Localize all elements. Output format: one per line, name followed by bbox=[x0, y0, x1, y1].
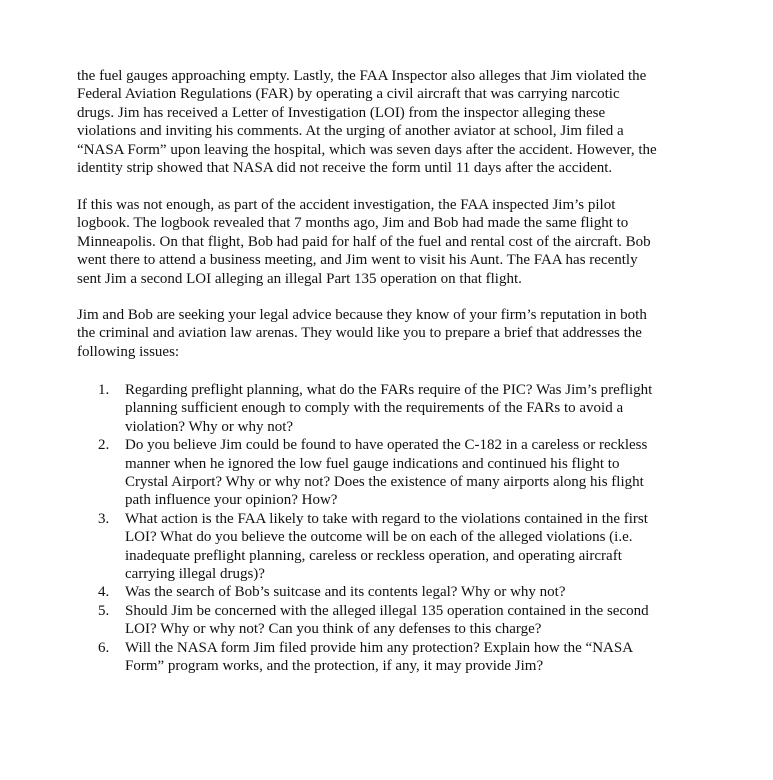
issue-text-line: inadequate preflight planning, careless or reckless operation, and operating aircraft bbox=[125, 547, 622, 564]
issue-number: 6. bbox=[98, 639, 110, 656]
issue-text-line: What action is the FAA likely to take with regard to the violations contained in the first bbox=[125, 510, 648, 527]
text-line: Federal Aviation Regulations (FAR) by operating a civil aircraft that was carrying narcotic bbox=[77, 86, 620, 103]
issue-text-line: Should Jim be concerned with the alleged illegal 135 operation contained in the second bbox=[125, 602, 649, 619]
issue-text-line: manner when he ignored the low fuel gauge indications and continued his flight to bbox=[125, 455, 620, 472]
issue-text-line: Will the NASA form Jim filed provide him any protection? Explain how the “NASA bbox=[125, 639, 634, 656]
issue-item-preflight-planning bbox=[77, 381, 707, 436]
issue-text-line: Form” program works, and the protection, if any, it may provide Jim? bbox=[125, 658, 544, 675]
issue-text-line: violation? Why or why not? bbox=[125, 418, 294, 435]
issue-text-line: path influence your opinion? How? bbox=[125, 492, 338, 509]
issue-number: 2. bbox=[98, 437, 110, 454]
issue-text-line: planning sufficient enough to comply with the requirements of the FARs to avoid a bbox=[125, 400, 624, 417]
paragraph-legal-advice-request bbox=[77, 306, 707, 361]
paragraph-logbook-inspection bbox=[77, 196, 707, 288]
issue-text-line: Regarding preflight planning, what do the FARs require of the PIC? Was Jim’s preflight bbox=[125, 382, 653, 398]
issue-item-careless-reckless bbox=[77, 436, 707, 510]
issue-item-suitcase-search bbox=[77, 583, 707, 601]
text-line: the fuel gauges approaching empty. Lastly, the FAA Inspector also alleges that Jim violated the bbox=[77, 68, 647, 84]
text-line: following issues: bbox=[77, 343, 180, 360]
issue-number: 5. bbox=[98, 602, 110, 619]
issue-number: 4. bbox=[98, 584, 110, 601]
text-line: sent Jim a second LOI alleging an illegal Part 135 operation on that flight. bbox=[77, 270, 522, 287]
text-line: drugs. Jim has received a Letter of Investigation (LOI) from the inspector alleging these bbox=[77, 104, 606, 121]
paragraph-accident-allegations bbox=[77, 67, 707, 177]
issue-text-line: Crystal Airport? Why or why not? Does the existence of many airports along his flight bbox=[125, 474, 644, 491]
issues-list bbox=[77, 381, 707, 676]
issue-text-line: LOI? What do you believe the outcome will be on each of the alleged violations (i.e. bbox=[125, 529, 633, 546]
text-line: If this was not enough, as part of the accident investigation, the FAA inspected Jim’s pilot bbox=[77, 197, 616, 213]
issue-text-line: Do you believe Jim could be found to have operated the C-182 in a careless or reckless bbox=[125, 437, 648, 454]
text-line: violations and inviting his comments. At the urging of another aviator at school, Jim filed a bbox=[77, 123, 624, 140]
issue-number: 3. bbox=[98, 510, 110, 527]
issue-text-line: LOI? Why or why not? Can you think of any defenses to this charge? bbox=[125, 621, 542, 638]
text-line: Jim and Bob are seeking your legal advice because they know of your firm’s reputation in both bbox=[77, 307, 647, 323]
text-line: went there to attend a business meeting, and Jim went to visit his Aunt. The FAA has recently bbox=[77, 252, 638, 269]
text-line: Minneapolis. On that flight, Bob had paid for half of the fuel and rental cost of the aircraft. Bob bbox=[77, 233, 651, 250]
issue-item-part-135 bbox=[77, 602, 707, 639]
text-line: the criminal and aviation law arenas. They would like you to prepare a brief that addresses the bbox=[77, 325, 642, 342]
text-line: “NASA Form” upon leaving the hospital, which was seven days after the accident. However, the bbox=[77, 141, 657, 158]
issue-text-line: carrying illegal drugs)? bbox=[125, 566, 265, 583]
issue-item-nasa-form bbox=[77, 639, 707, 676]
text-line: logbook. The logbook revealed that 7 months ago, Jim and Bob had made the same flight to bbox=[77, 215, 629, 232]
issue-number: 1. bbox=[98, 382, 110, 398]
text-line: identity strip showed that NASA did not receive the form until 11 days after the accident. bbox=[77, 160, 613, 177]
issue-text-line: Was the search of Bob’s suitcase and its contents legal? Why or why not? bbox=[125, 584, 566, 601]
issue-item-faa-action bbox=[77, 510, 707, 584]
